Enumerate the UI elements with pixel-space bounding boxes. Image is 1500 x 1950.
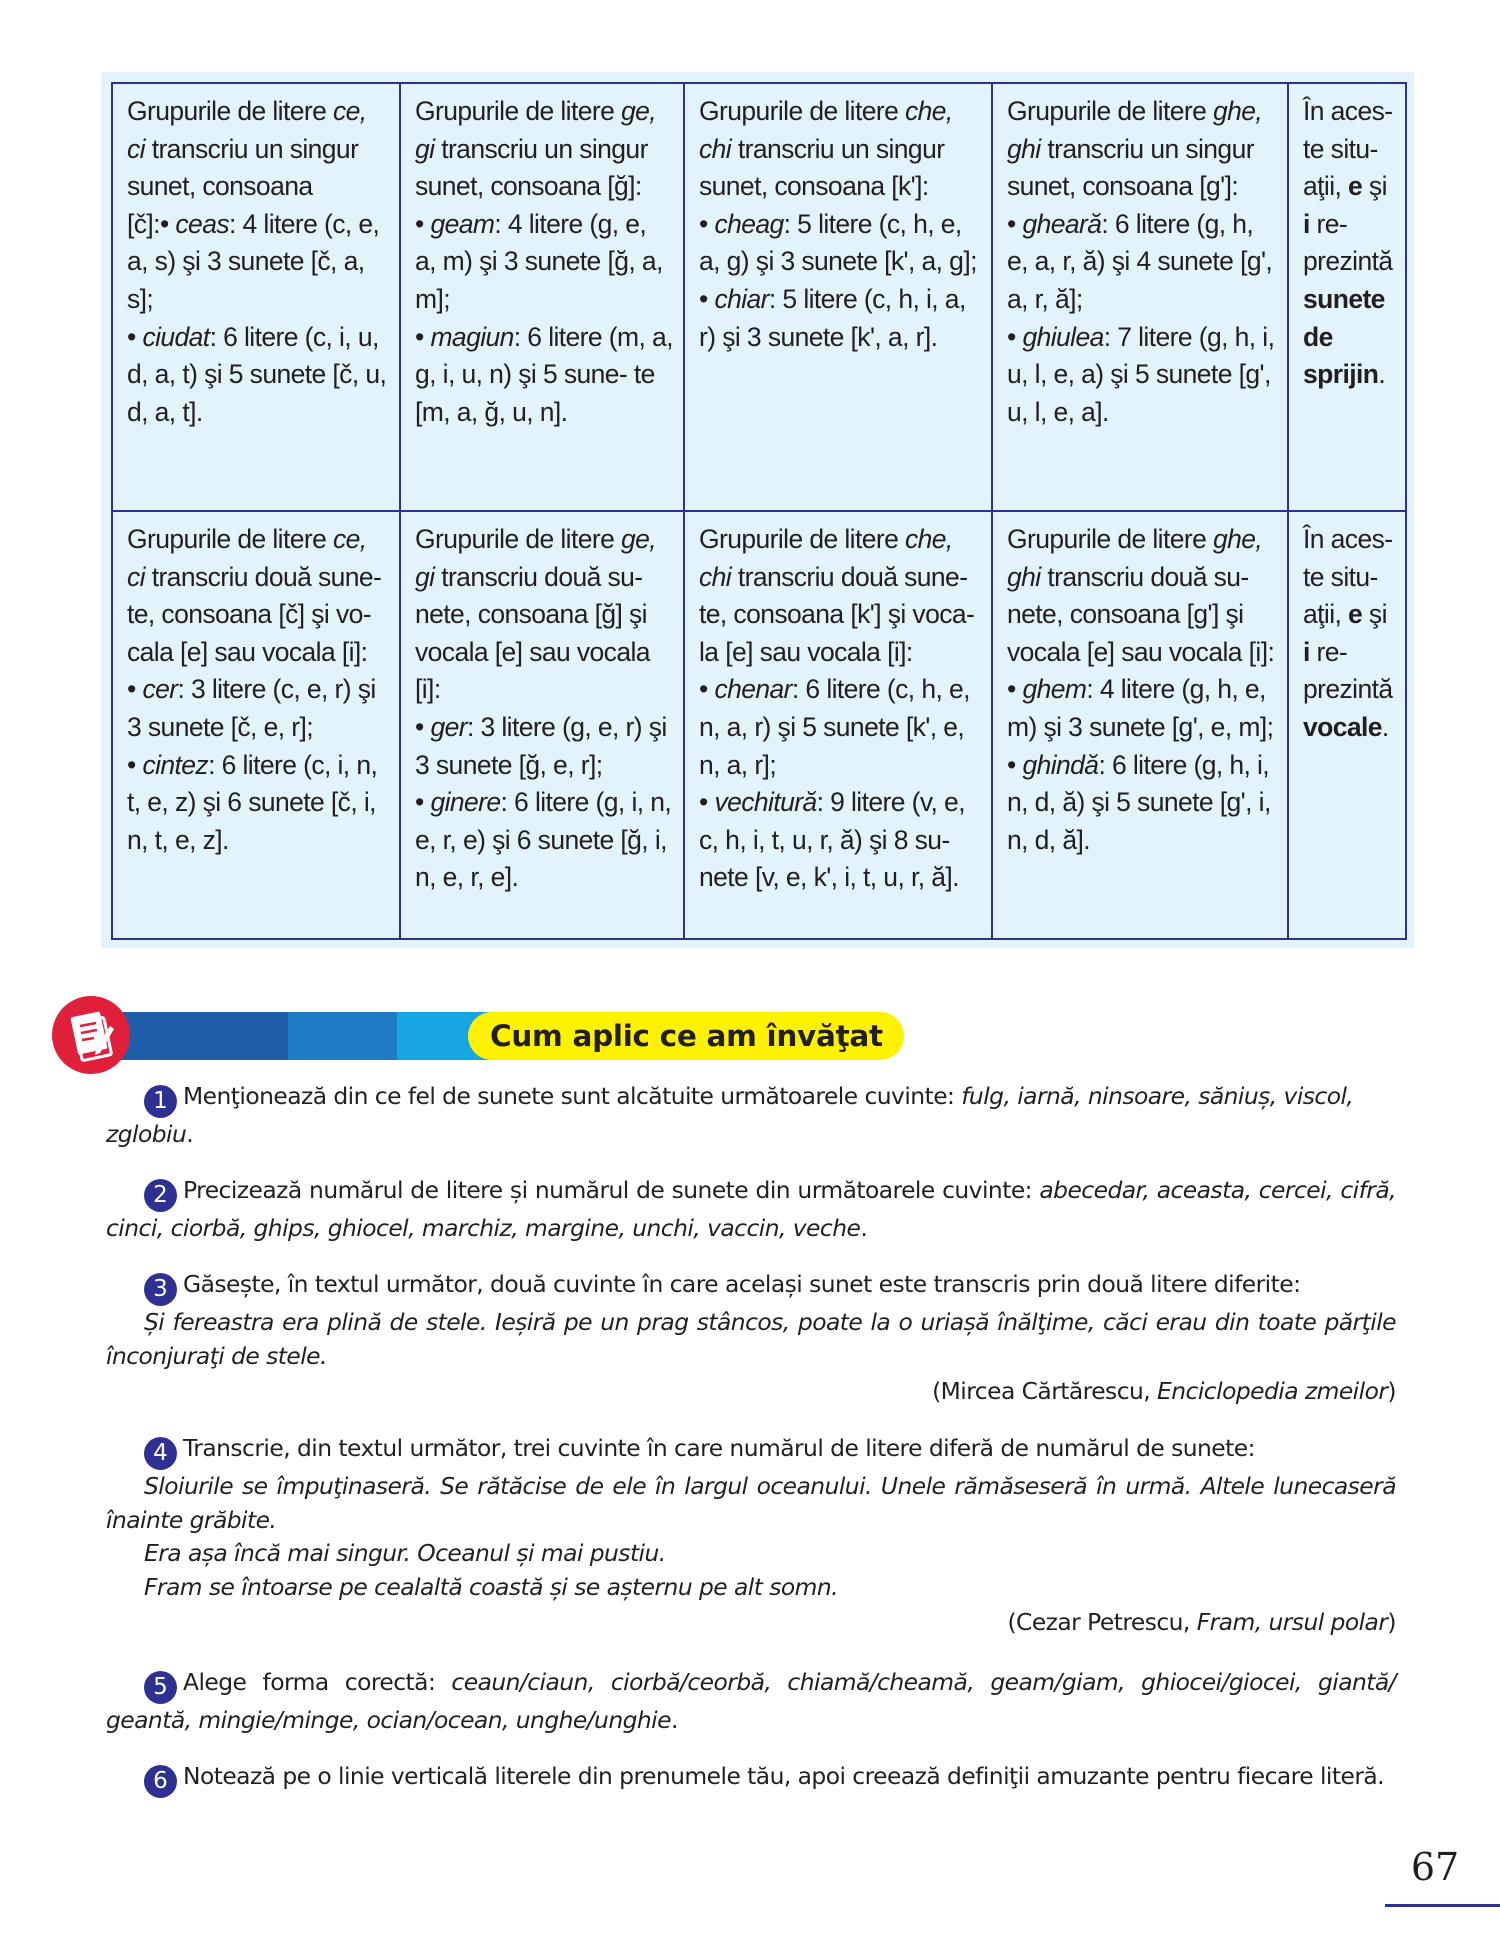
- cell-text: ceas: [175, 208, 229, 239]
- cell-text: transcriu un singur sunet, consoana [č]:: [127, 133, 359, 239]
- cell-text: re- prezintă: [1303, 636, 1393, 705]
- exercise-words: fulg, iarnă, ninsoare, săniuș, viscol, zglobiu: [106, 1082, 1354, 1148]
- cell-text: •: [1007, 321, 1023, 352]
- cell-text: transcriu două sune- te, consoana [č] şi vo- cala [e] sau vocala [i]:: [127, 561, 382, 667]
- cell-text: transcriu un singur sunet, consoana [g']:: [1007, 133, 1254, 202]
- cell-text: : 6 litere (g, h, i, n, d, ă) şi 5 sunete [g', i, n, d, ă].: [1007, 749, 1271, 855]
- cell-text: ge, gi: [415, 96, 657, 164]
- exercise-text: Notează pe o linie verticală literele din prenumele tău, apoi creează definiţii amuzante pentru fiecare literă.: [183, 1762, 1385, 1790]
- exercise-1: [106, 1080, 1396, 1152]
- cell-text: : 4 litere (c, e, a, s) şi 3 sunete [č, a, s];: [127, 208, 380, 314]
- cell-text: ger: [430, 711, 467, 742]
- cell-text: •: [699, 283, 715, 314]
- exercise-words: ceaun/ciaun, ciorbă/ceorbă, chiamă/cheamă, geam/giam, ghiocei/giocei, giantă/ geantă, mingie/minge, ocian/ocean, unghe/unghie: [106, 1668, 1396, 1734]
- cell-text: vocale: [1303, 711, 1382, 742]
- exercise-3: [106, 1268, 1396, 1409]
- table-cell: [400, 83, 684, 511]
- cell-text: ghindă: [1022, 749, 1099, 780]
- cell-text: .: [1381, 711, 1389, 742]
- cell-text: În aces- te situ- aţii,: [1303, 524, 1393, 630]
- cell-text: Grupurile de litere: [1007, 96, 1213, 126]
- pencil-note-icon: [52, 996, 130, 1074]
- cell-text: ghe, ghi: [1007, 524, 1263, 592]
- table-cell: [1288, 83, 1406, 511]
- exercise-number-badge: 5: [144, 1671, 177, 1704]
- cell-text: ginere: [430, 787, 501, 818]
- cell-text: e: [1348, 171, 1363, 202]
- cell-text: ciudat: [142, 321, 210, 352]
- table-cell: [400, 511, 684, 939]
- cell-text: cintez: [142, 749, 209, 780]
- exercise-end: .: [186, 1120, 194, 1148]
- exercise-text: Alege forma corectă:: [183, 1668, 452, 1696]
- exercise-quote: Era așa încă mai singur. Oceanul și mai pustiu.: [144, 1539, 666, 1567]
- exercise-number-badge: 4: [144, 1437, 177, 1470]
- cell-text: : 6 litere (g, h, e, a, r, ă) şi 4 sunete [g', a, r, ă];: [1007, 208, 1273, 314]
- cell-text: •: [415, 321, 431, 352]
- cell-text: chiar: [714, 283, 769, 314]
- cell-text: : 6 litere (m, a, g, i, u, n) şi 5 sune- te [m, a, ğ, u, n].: [415, 321, 673, 427]
- source-title: Enciclopedia zmeilor: [1157, 1377, 1388, 1405]
- table-cell: [992, 83, 1288, 511]
- table-row: [112, 511, 1406, 939]
- source-title: Fram, ursul polar: [1196, 1608, 1388, 1636]
- cell-text: geam: [430, 208, 495, 239]
- cell-text: e: [1348, 599, 1363, 630]
- exercise-quote: Sloiurile se împuţinaseră. Se rătăcise de ele în largul oceanului. Unele rămăseseră în urmă. Altele lunecaseră înainte grăbite.: [106, 1472, 1396, 1534]
- quote-source: [106, 1375, 1396, 1409]
- cell-text: transcriu un singur sunet, consoana [k']:: [699, 133, 945, 202]
- cell-text: Grupurile de litere: [699, 524, 905, 554]
- cell-text: ge, gi: [415, 524, 657, 592]
- exercise-5: [106, 1666, 1396, 1738]
- cell-text: •: [1007, 208, 1023, 239]
- info-table-panel: [101, 72, 1414, 948]
- exercise-text: Transcrie, din textul următor, trei cuvinte în care numărul de litere diferă de numărul de sunete:: [183, 1434, 1255, 1462]
- cell-text: che, chi: [699, 96, 953, 164]
- cell-text: i: [1303, 208, 1310, 239]
- cell-text: •: [1007, 749, 1023, 780]
- exercise-words: abecedar, aceasta, cercei, cifră, cinci, ciorbă, ghips, ghiocel, marchiz, margine, unchi, vaccin, veche: [106, 1176, 1396, 1242]
- table-cell: [992, 511, 1288, 939]
- source-author: (Cezar Petrescu,: [1007, 1608, 1197, 1636]
- exercise-number-badge: 6: [144, 1765, 177, 1798]
- cell-text: transcriu două su- nete, consoana [g'] şi vocala [e] sau vocala [i]:: [1007, 561, 1275, 667]
- cell-text: : 7 litere (g, h, i, u, l, e, a) şi 5 sunete [g', u, l, e, a].: [1007, 321, 1275, 427]
- cell-text: Grupurile de litere: [699, 96, 905, 126]
- cell-text: •: [415, 208, 431, 239]
- section-header: [52, 996, 883, 1076]
- exercise-text: Precizează numărul de litere și numărul de sunete din următoarele cuvinte:: [183, 1176, 1040, 1204]
- exercise-end: .: [670, 1706, 678, 1734]
- table-row: [112, 83, 1406, 511]
- exercise-number-badge: 1: [144, 1085, 177, 1118]
- cell-text: •: [127, 674, 143, 705]
- cell-text: che, chi: [699, 524, 953, 592]
- cell-text: : 5 litere (c, h, i, a, r) şi 3 sunete [k', a, r].: [699, 283, 966, 352]
- cell-text: transcriu un singur sunet, consoana [ğ]:: [415, 133, 648, 202]
- exercise-4: [106, 1432, 1396, 1640]
- cell-text: ghe, ghi: [1007, 96, 1263, 164]
- exercise-quote: Fram se întoarse pe cealaltă coastă și se așternu pe alt somn.: [144, 1572, 839, 1601]
- cell-text: : 6 litere (c, i, u, d, a, t) şi 5 sunete [č, u, d, a, t].: [127, 321, 387, 427]
- cell-text: : 9 litere (v, e, c, h, i, t, u, r, ă) şi 8 su- nete [v, e, k', i, t, u, r, ă].: [699, 787, 965, 893]
- cell-text: •: [415, 787, 431, 818]
- cell-text: magiun: [430, 321, 514, 352]
- table-cell: [1288, 511, 1406, 939]
- cell-text: chenar: [714, 674, 792, 705]
- cell-text: •: [127, 749, 143, 780]
- exercise-6: [106, 1760, 1396, 1798]
- cell-text: •: [699, 787, 715, 818]
- exercise-text: Menţionează din ce fel de sunete sunt alcătuite următoarele cuvinte:: [183, 1082, 962, 1110]
- cell-text: cheag: [714, 208, 784, 239]
- cell-text: •: [127, 321, 143, 352]
- cell-text: : 6 litere (g, i, n, e, r, e) şi 6 sunete [ğ, i, n, e, r, e].: [415, 787, 672, 893]
- cell-text: ghem: [1022, 674, 1087, 705]
- cell-text: sunete de sprijin: [1303, 283, 1385, 390]
- cell-text: •: [159, 208, 176, 239]
- cell-text: transcriu două su- nete, consoana [ğ] şi vocala [e] sau vocala [i]:: [415, 561, 650, 705]
- cell-text: •: [1007, 674, 1023, 705]
- cell-text: i: [1303, 636, 1310, 667]
- cell-text: ce, ci: [127, 524, 367, 592]
- section-title: Cum aplic ce am învăţat: [468, 1012, 904, 1060]
- cell-text: cer: [142, 674, 178, 705]
- exercise-quote: Și fereastra era plină de stele. Ieșiră pe un prag stâncos, poate la o uriașă înălţime, căci erau din toate părţile înconjuraţi de stele.: [106, 1308, 1396, 1370]
- cell-text: şi: [1362, 171, 1387, 202]
- cell-text: : 6 litere (c, h, e, n, a, r) şi 5 sunete [k', e, n, a, r];: [699, 674, 970, 780]
- cell-text: : 4 litere (g, h, e, m) şi 3 sunete [g', e, m];: [1007, 674, 1274, 742]
- table-cell: [112, 83, 400, 511]
- page-number: 67: [1410, 1845, 1460, 1889]
- exercise-number-badge: 2: [144, 1179, 177, 1212]
- cell-text: Grupurile de litere: [415, 524, 621, 554]
- cell-text: : 5 litere (c, h, e, a, g) şi 3 sunete [k', a, g];: [699, 208, 977, 277]
- table-cell: [684, 511, 992, 939]
- cell-text: Grupurile de litere: [127, 524, 333, 554]
- cell-text: În aces- te situ- aţii,: [1303, 96, 1393, 202]
- cell-text: •: [699, 674, 715, 705]
- cell-text: : 4 litere (g, e, a, m) şi 3 sunete [ğ, a, m];: [415, 208, 663, 314]
- cell-text: Grupurile de litere: [1007, 524, 1213, 554]
- exercise-2: [106, 1174, 1396, 1246]
- cell-text: gheară: [1022, 208, 1102, 239]
- cell-text: Grupurile de litere: [415, 96, 621, 126]
- source-close: ): [1387, 1377, 1396, 1405]
- exercise-text: Găsește, în textul următor, două cuvinte în care același sunet este transcris prin două litere diferite:: [183, 1270, 1301, 1298]
- exercise-number-badge: 3: [144, 1273, 177, 1306]
- cell-text: : 3 litere (c, e, r) şi 3 sunete [č, e, r];: [127, 674, 376, 742]
- table-cell: [684, 83, 992, 511]
- source-close: ): [1387, 1608, 1396, 1636]
- cell-text: : 6 litere (c, i, n, t, e, z) şi 6 sunete [č, i, n, t, e, z].: [127, 749, 378, 855]
- cell-text: re- prezintă: [1303, 208, 1393, 277]
- cell-text: •: [699, 208, 715, 239]
- cell-text: ce, ci: [127, 96, 367, 164]
- cell-text: .: [1378, 359, 1386, 390]
- header-bar-segment: [116, 1012, 316, 1060]
- letter-groups-table: [111, 82, 1407, 940]
- cell-text: ghiulea: [1022, 321, 1104, 352]
- cell-text: •: [415, 711, 431, 742]
- cell-text: : 3 litere (g, e, r) şi 3 sunete [ğ, e, r];: [415, 711, 667, 780]
- cell-text: vechitură: [714, 787, 817, 818]
- exercise-end: .: [860, 1214, 868, 1242]
- table-cell: [112, 511, 400, 939]
- quote-source: [106, 1606, 1396, 1640]
- source-author: (Mircea Cărtărescu,: [932, 1377, 1158, 1405]
- cell-text: transcriu două sune- te, consoana [k'] şi voca- la [e] sau vocala [i]:: [699, 561, 975, 667]
- cell-text: Grupurile de litere: [127, 96, 333, 126]
- page-number-rule: [1385, 1904, 1500, 1907]
- cell-text: şi: [1362, 599, 1387, 630]
